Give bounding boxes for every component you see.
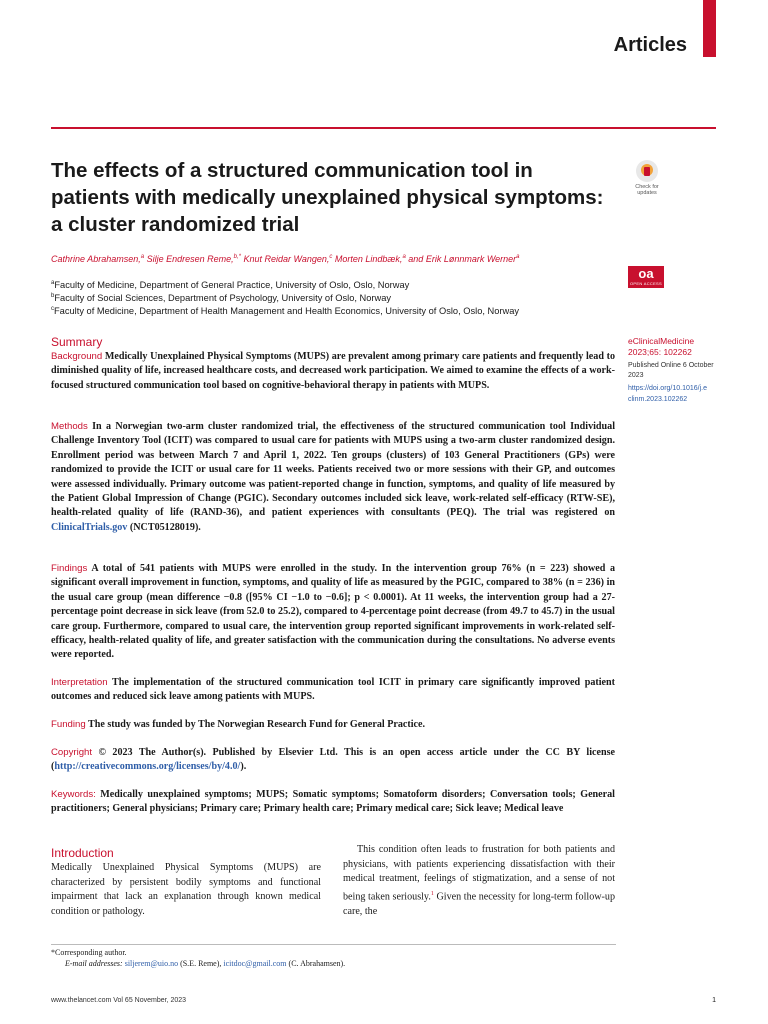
summary-copyright: Copyright © 2023 The Author(s). Published by Elsevier Ltd. This is an open access article under the CC BY license (http://creativecommons.org/licenses/by/4.0/). (51, 747, 615, 773)
introduction-column-1: Medically Unexplained Physical Symptoms (MUPS) are characterized by persistent bodily symptoms and functional impairment that lack an explanation through known medical condition or pathology. (51, 862, 321, 917)
article-title: The effects of a structured communication tool in patients with medically unexplained physical symptoms: a cluster randomized trial (51, 159, 604, 236)
summary-interpretation: Interpretation The implementation of the structured communication tool ICIT in primary care significantly improved patient outcomes and reduced sick leave among patients with MUPS. (51, 677, 616, 703)
introduction-heading: Introduction (51, 846, 114, 860)
affiliation: $^b$Faculty of Social Sciences, Department of Psychology, University of Oslo, Norway (51, 293, 392, 304)
author-name[interactable]: Morten Lindbæk, (334, 254, 403, 264)
summary-methods: Methods In a Norwegian two-arm cluster randomized trial, the effectiveness of the structured communication tool Individual Challenge Inventory Tool (ICIT) was compared to usual care for patients with MUPS using a two-arm cluster randomized design. Enrollment period was between March 7 and April 1, 2022. Ten groups (clusters) of 103 General Practitioners (GPs) were randomized to provide the ICIT or usual care for 11 weeks. Patients received two or more sessions with their GP, and outcomes were assessed individually. Primary outcome was patient-reported change in function, symptoms, and quality of life measured by the Patient Global Impression of Change (PGIC). Secondary outcomes included sick leave, work-related self-efficacy (RTW-SE), health-related quality of life (RAND-36), and patient experiences with consultants (PEQ). The trial was registered on ClinicalTrials.gov (NCT05128019). (51, 421, 616, 533)
affiliation: $^c$Faculty of Medicine, Department of Health Management and Health Economics, University of Oslo, Oslo, Norway (51, 306, 520, 317)
summary-findings: Findings A total of 541 patients with MUPS were enrolled in the study. In the intervention group 76% (n = 223) showed a significant overall improvement in function, symptoms, and quality of life as measured by the PGIC, compared to 38% (n = 236) in the usual care group (mean difference −0.8 ([95% CI −1.0 to −0.6]; p < 0.0001). At 11 weeks, the intervention group had a 27-percentage point decrease in sick leave (from 52.0 to 25.2), compared to 4-percentage point decrease (from 49.7 to 45.7) in the usual care group. Furthermore, compared to usual care, the intervention group reported significant improvements in work-related self-efficacy, health-related quality of life, and greater satisfaction with the communication during the consultations. No adverse events were reported. (51, 563, 616, 661)
license-link[interactable]: http://creativecommons.org/licenses/by/4.0/ (54, 761, 241, 773)
header-rule (51, 127, 716, 129)
introduction-column-2: This condition often leads to frustration for both patients and physicians, with patients experiencing dissatisfaction with their medical treatment, feelings of stigmatization, and a sense of not being taken seriously.$^1$ Given the necessity for long-term follow-up care, the (343, 844, 615, 917)
summary-background: Background Medically Unexplained Physical Symptoms (MUPS) are prevalent among primary care patients and frequently lead to diminished quality of life, increased healthcare costs, and decreased work participation. We aimed to examine the effects of a work-focused structured communication tool based on cognitive-behavioral therapy in patients with MUPS. (51, 351, 615, 391)
journal-name: eClinicalMedicine (628, 336, 695, 346)
footnote-rule (51, 944, 616, 945)
author-name[interactable]: Silje Endresen Reme, (146, 254, 234, 264)
corresponding-author-note: *Corresponding author. (51, 948, 127, 957)
page-number: 1 (712, 997, 716, 1004)
email-link[interactable]: icitdoc@gmail.com (223, 959, 287, 968)
journal-volume: 2023;65: 102262 (628, 347, 692, 357)
doi-link[interactable]: https://doi.org/10.1016/j.eclinm.2023.102262 (628, 385, 707, 403)
article-sidebar (628, 336, 718, 405)
email-footnote: E-mail addresses: siljerem@uio.no (S.E. Reme), icitdoc@gmail.com (C. Abrahamsen). (65, 959, 346, 968)
author-name[interactable]: Knut Reidar Wangen, (243, 254, 330, 264)
clinicaltrials-link[interactable]: ClinicalTrials.gov (51, 521, 128, 533)
check-for-updates-badge[interactable]: Check for updates (630, 160, 664, 196)
open-access-icon: oa OPEN ACCESS (628, 266, 664, 288)
bookmark-icon (636, 160, 658, 182)
section-label: Articles (613, 34, 687, 56)
reference-link[interactable]: 1 (430, 890, 434, 897)
author-name[interactable]: Cathrine Abrahamsen, (51, 254, 141, 264)
author-list: Cathrine Abrahamsen,$^a$ Silje Endresen Reme,$^{b,*}$ Knut Reidar Wangen,$^c$ Morten Lindbæk,$^a$ and Erik Lønnmark Werner$^a$ (51, 254, 520, 264)
email-link[interactable]: siljerem@uio.no (124, 959, 179, 968)
summary-funding: Funding The study was funded by The Norwegian Research Fund for General Practice. (51, 719, 426, 730)
summary-heading: Summary (51, 335, 103, 349)
author-name[interactable]: and Erik Lønnmark Werner (408, 254, 517, 264)
affiliation: $^a$Faculty of Medicine, Department of General Practice, University of Oslo, Oslo, Norway (51, 280, 410, 291)
header-red-bar (703, 0, 716, 57)
published-date: Published Online 6 October 2023 (628, 362, 714, 379)
keywords: Keywords: Medically unexplained symptoms; MUPS; Somatic symptoms; Somatoform disorders; Conversation tools; General practitioners; General physicians; Primary care; Primary health care; Primary medical care; Sick leave; Medical leave (51, 789, 615, 815)
page-footer-source: www.thelancet.com Vol 65 November, 2023 (51, 997, 187, 1004)
